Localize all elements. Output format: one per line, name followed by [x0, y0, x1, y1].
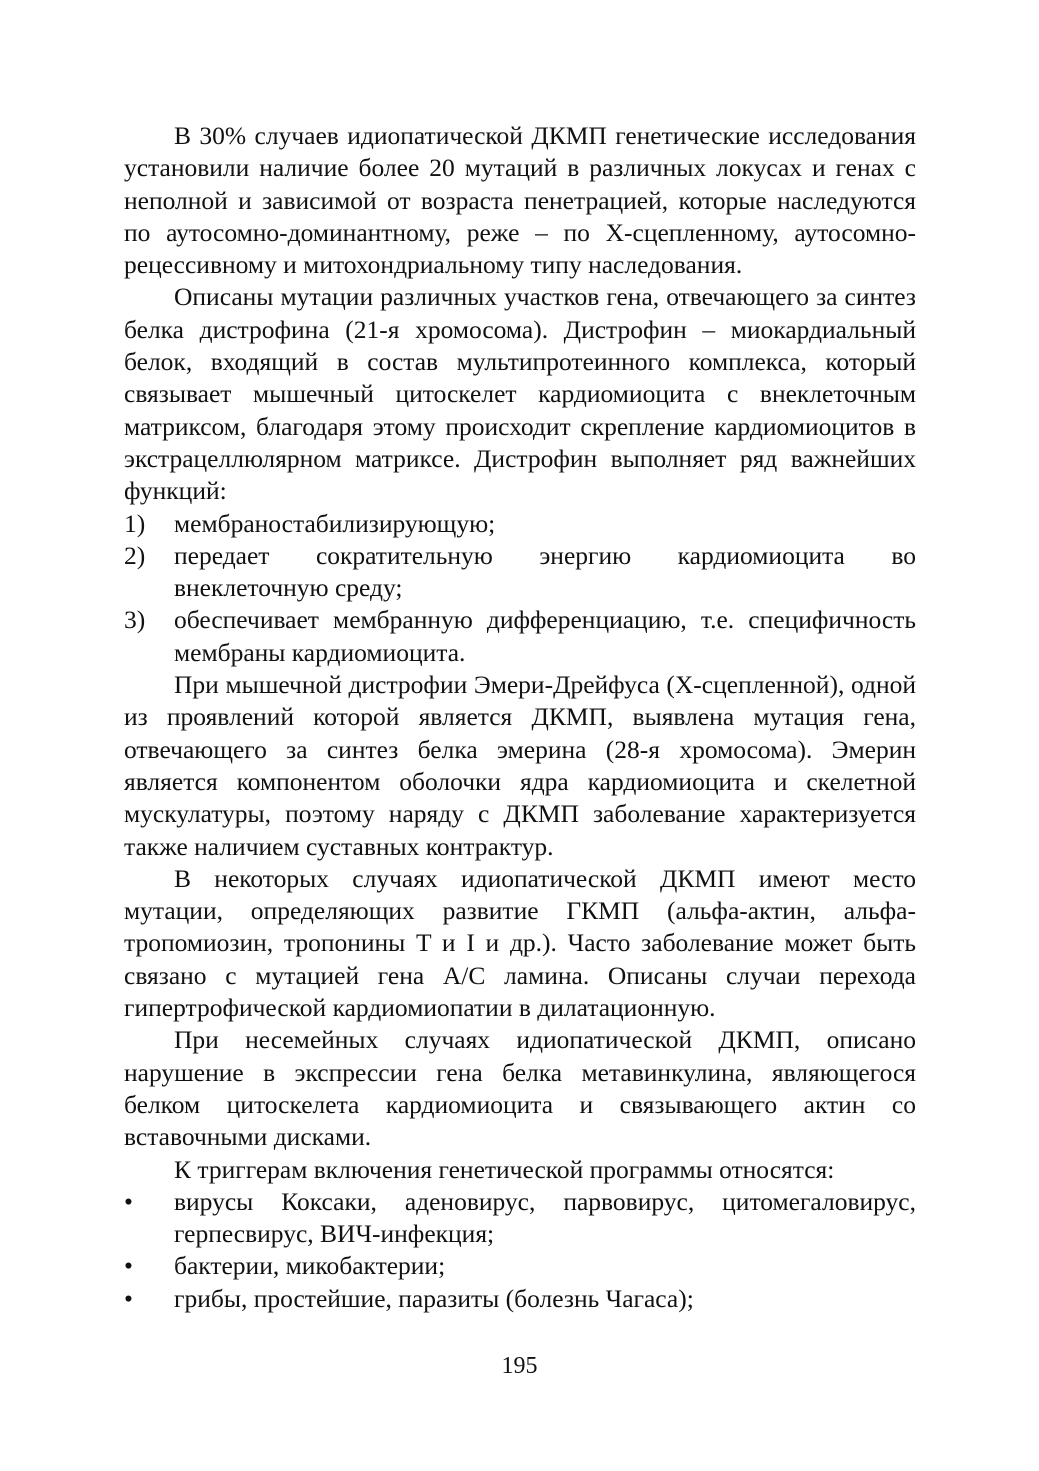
list-item: [124, 1186, 916, 1251]
page-body: [124, 120, 916, 1315]
list-item: [124, 508, 916, 540]
paragraph-gkmp-mutations: В некоторых случаях идиопатической ДКМП имеют место мутации, определяющих развитие ГКМП (альфа-актин, альфа-тропомиозин, тропонины T и I и др.). Часто заболевание может быть связано с мутацией гена A/C ламина. Описаны случаи перехода гипертрофической кардиомиопатии в дилатационную.: [124, 863, 916, 1023]
list-marker: 2): [124, 540, 146, 570]
bullet-marker: •: [124, 1283, 133, 1313]
list-item: [124, 1250, 916, 1282]
list-item: [124, 604, 916, 669]
paragraph-metavinculin: При несемейных случаях идиопатической ДКМП, описано нарушение в экспрессии гена белка метавинкулина, являющегося белком цитоскелета кардиомиоцита и связывающего актин со вставочными дисками.: [124, 1025, 916, 1152]
list-item-text: грибы, простейшие, паразиты (болезнь Чагаса);: [174, 1283, 694, 1313]
list-item-text: обеспечивает мембранную дифференциацию, т.е. специфичность мембраны кардиомиоцита.: [174, 605, 916, 667]
paragraph-triggers-intro: К триггерам включения генетической программы относятся:: [174, 1154, 835, 1184]
paragraph-emery-dreifuss: При мышечной дистрофии Эмери-Дрейфуса (X-сцепленной), одной из проявлений которой является ДКМП, выявлена мутация гена, отвечающего за синтез белка эмерина (28-я хромосома). Эмерин является компонентом оболочки ядра кардиомиоцита и скелетной мускулатуры, поэтому наряду с ДКМП заболевание характеризуется также наличием суставных контрактур.: [124, 670, 916, 861]
paragraph-genetic-studies: В 30% случаев идиопатической ДКМП генетические исследования установили наличие более 20 мутаций в различных локусах и генах с неполной и зависимой от возраста пенетрацией, которые наследуются по аутосомно-доминантному, реже – по X-сцепленному, аутосомно-рецессивному и митохондриальному типу наследования.: [124, 121, 916, 280]
list-item: [124, 1283, 916, 1315]
list-item-text: мембраностабилизирующую;: [174, 508, 496, 538]
paragraph-dystrophin: Описаны мутации различных участков гена, отвечающего за синтез белка дистрофина (21-я хромосома). Дистрофин – миокардиальный белок, входящий в состав мультипротеинного комплекса, который связывает мышечный цитоскелет кардиомиоцита с внеклеточным матриксом, благодаря этому происходит скрепление кардиомиоцитов в экстрацеллюлярном матриксе. Дистрофин выполняет ряд важнейших функций:: [124, 282, 916, 506]
triggers-list: [124, 1186, 916, 1315]
list-marker: 3): [124, 605, 146, 635]
list-marker: 1): [124, 508, 146, 538]
bullet-marker: •: [124, 1186, 133, 1216]
dystrophin-functions-list: [124, 508, 916, 669]
list-item-text: передает сократительную энергию кардиомиоцита во внеклеточную среду;: [174, 540, 916, 603]
list-item: [124, 540, 916, 605]
bullet-marker: •: [124, 1251, 133, 1281]
page-number: 195: [501, 1353, 538, 1379]
list-item-text: бактерии, микобактерии;: [174, 1251, 446, 1281]
list-item-text: вирусы Коксаки, аденовирус, парвовирус, цитомегаловирус, герпесвирус, ВИЧ-инфекция;: [174, 1186, 916, 1249]
